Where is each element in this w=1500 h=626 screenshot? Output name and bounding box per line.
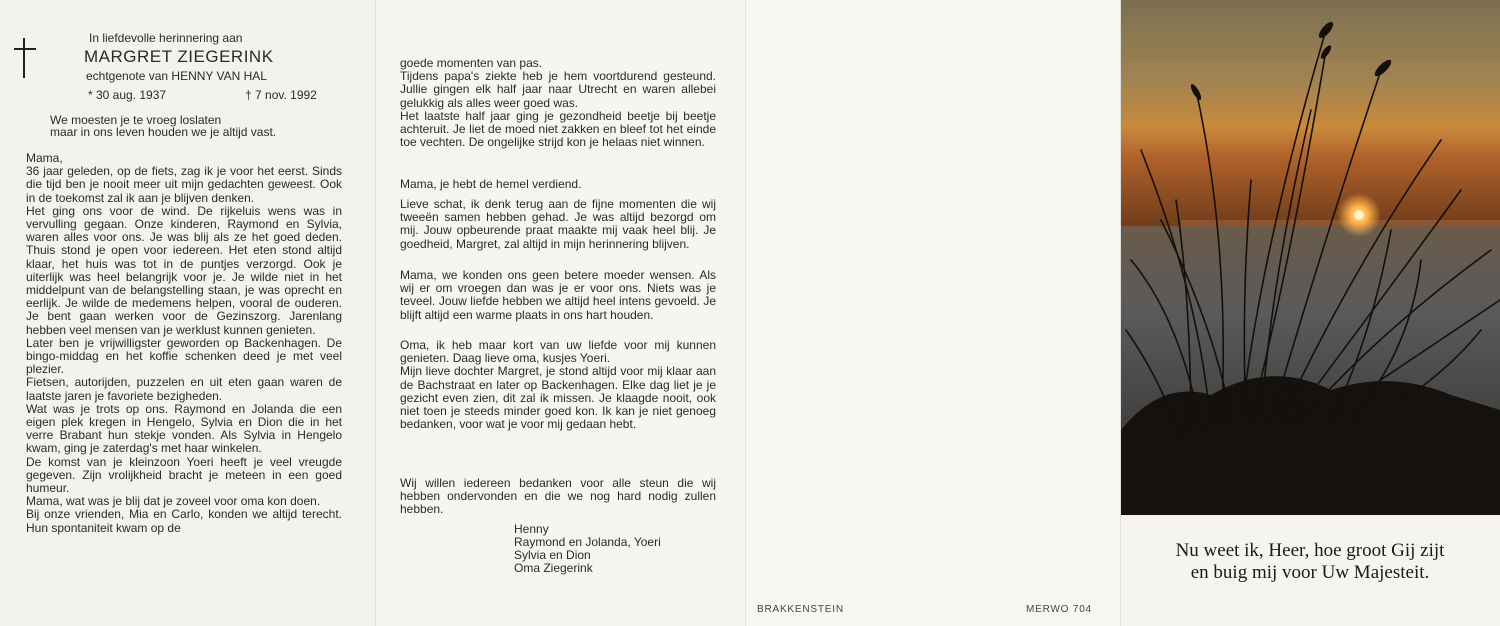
verse-line-2: en buig mij voor Uw Majesteit. xyxy=(1190,562,1430,583)
letter-column-2-part-4: Mama, we konden ons geen betere moeder wensen. Als wij er om vroegen dan was je er voor ons. Niets was je teveel. Jouw liefde hebben we altijd heel intens gevoeld. Je blijft altijd een warme plaats in ons hart houden. xyxy=(400,268,716,322)
verse xyxy=(1120,540,1500,584)
panel-blank xyxy=(745,0,1120,626)
fold-line xyxy=(375,0,376,626)
intro-text: In liefdevolle herinnering aan xyxy=(89,31,243,45)
letter-column-1: Mama, 36 jaar geleden, op de fiets, zag ik je voor het eerst. Sinds die tijd ben je nooit meer uit mijn gedachten geweest. Ook in de toekomst zal ik aan je blijven denken. Het ging ons voor de wind. De rijkeluis wens was in vervulling gegaan. Onze kinderen, Raymond en Sylvia, waren alles voor ons. Je was blij als ze het goed deden. Thuis stond je open voor iedereen. Het eten stond altijd klaar, het huis was tot in de puntjes verzorgd. Ook je uiterlijk was heel belangrijk voor je. Je wilde niet in het middelpunt van de belangstelling staan, je was oprecht en eerlijk. Je wilde de medemens helpen, vooral de ouderen. Je bent gaan werken voor de Gezinszorg. Jarenlang hebben veel mensen van je werklust kunnen genieten. Later ben je vrijwilligster geworden op Backenhagen. De bingo-middag en het koffie schenken deed je met veel plezier. Fietsen, autorijden, puzzelen en uit eten gaan waren de laatste jaren je favoriete bezigheden. Wat was je trots op ons. Raymond en Jolanda die een eigen plek kregen in Hengelo, Sylvia en Dion die in het verre Brabant hun stekje vonden. Als Sylvia in Hengelo kwam, ging je zaterdag's met haar winkelen. De komst van je kleinzoon Yoeri heeft je veel vreugde gegeven. Zijn vrolijkheid bracht je meteen in een goed humeur. Mama, wat was je blij dat je zoveel voor oma kon doen. Bij onze vrienden, Mia en Carlo, konden we altijd terecht. Hun spontaniteit kwam op de xyxy=(26,151,342,535)
sunset-reeds-photo xyxy=(1121,0,1500,515)
letter-column-2-part-2: Mama, je hebt de hemel verdiend. xyxy=(400,177,582,191)
printer-mark-right: MERWO 704 xyxy=(1026,604,1092,615)
motto-line-2: maar in ons leven houden we je altijd vast. xyxy=(50,125,277,139)
deceased-name: MARGRET ZIEGERINK xyxy=(84,47,274,66)
printer-mark-left: BRAKKENSTEIN xyxy=(757,604,844,615)
fold-line xyxy=(745,0,746,626)
death-date: † 7 nov. 1992 xyxy=(245,88,317,102)
cross-icon xyxy=(12,38,38,78)
signature-4: Oma Ziegerink xyxy=(514,561,593,575)
signature-2: Raymond en Jolanda, Yoeri xyxy=(514,535,661,549)
letter-column-2-part-1: goede momenten van pas. Tijdens papa's ziekte heb je hem voortdurend gesteund. Jullie gingen elk half jaar naar Utrecht en waren allebei gelukkig als alles weer goed was. Het laatste half jaar ging je gezondheid beetje bij beetje achteruit. Je liet de moed niet zakken en bleef tot het einde toe vechten. De ongelijke strijd kon je helaas niet winnen. xyxy=(400,56,716,150)
verse-line-1: Nu weet ik, Heer, hoe groot Gij zijt xyxy=(1175,540,1445,561)
spouse-text: echtgenote van HENNY VAN HAL xyxy=(86,69,267,83)
signature-1: Henny xyxy=(514,522,549,536)
signature-3: Sylvia en Dion xyxy=(514,548,591,562)
motto-line-1: We moesten je te vroeg loslaten xyxy=(50,113,222,127)
birth-date: * 30 aug. 1937 xyxy=(88,88,167,102)
letter-column-2-part-5: Oma, ik heb maar kort van uw liefde voor mij kunnen genieten. Daag lieve oma, kusjes Yoeri. Mijn lieve dochter Margret, je stond altijd voor mij klaar aan de Bachstraat en later op Backenhagen. Elke dag liet je je gezicht even zien, dit zal ik missen. Je klaagde nooit, ook niet toen je steeds minder goed kon. Ik kan je niet genoeg bedanken, voor wat je voor mij gedaan hebt. xyxy=(400,338,716,432)
letter-column-2-part-3: Lieve schat, ik denk terug aan de fijne momenten die wij tweeën samen hebben gehad. Je was altijd bezorgd om mij. Jouw opbeurende praat maakte mij vaak heel blij. Je goedheid, Margret, zal altijd in mijn herinnering blijven. xyxy=(400,197,716,251)
letter-column-2-part-6: Wij willen iedereen bedanken voor alle steun die wij hebben ondervonden en die we nog hard nodig zullen hebben. xyxy=(400,476,716,517)
